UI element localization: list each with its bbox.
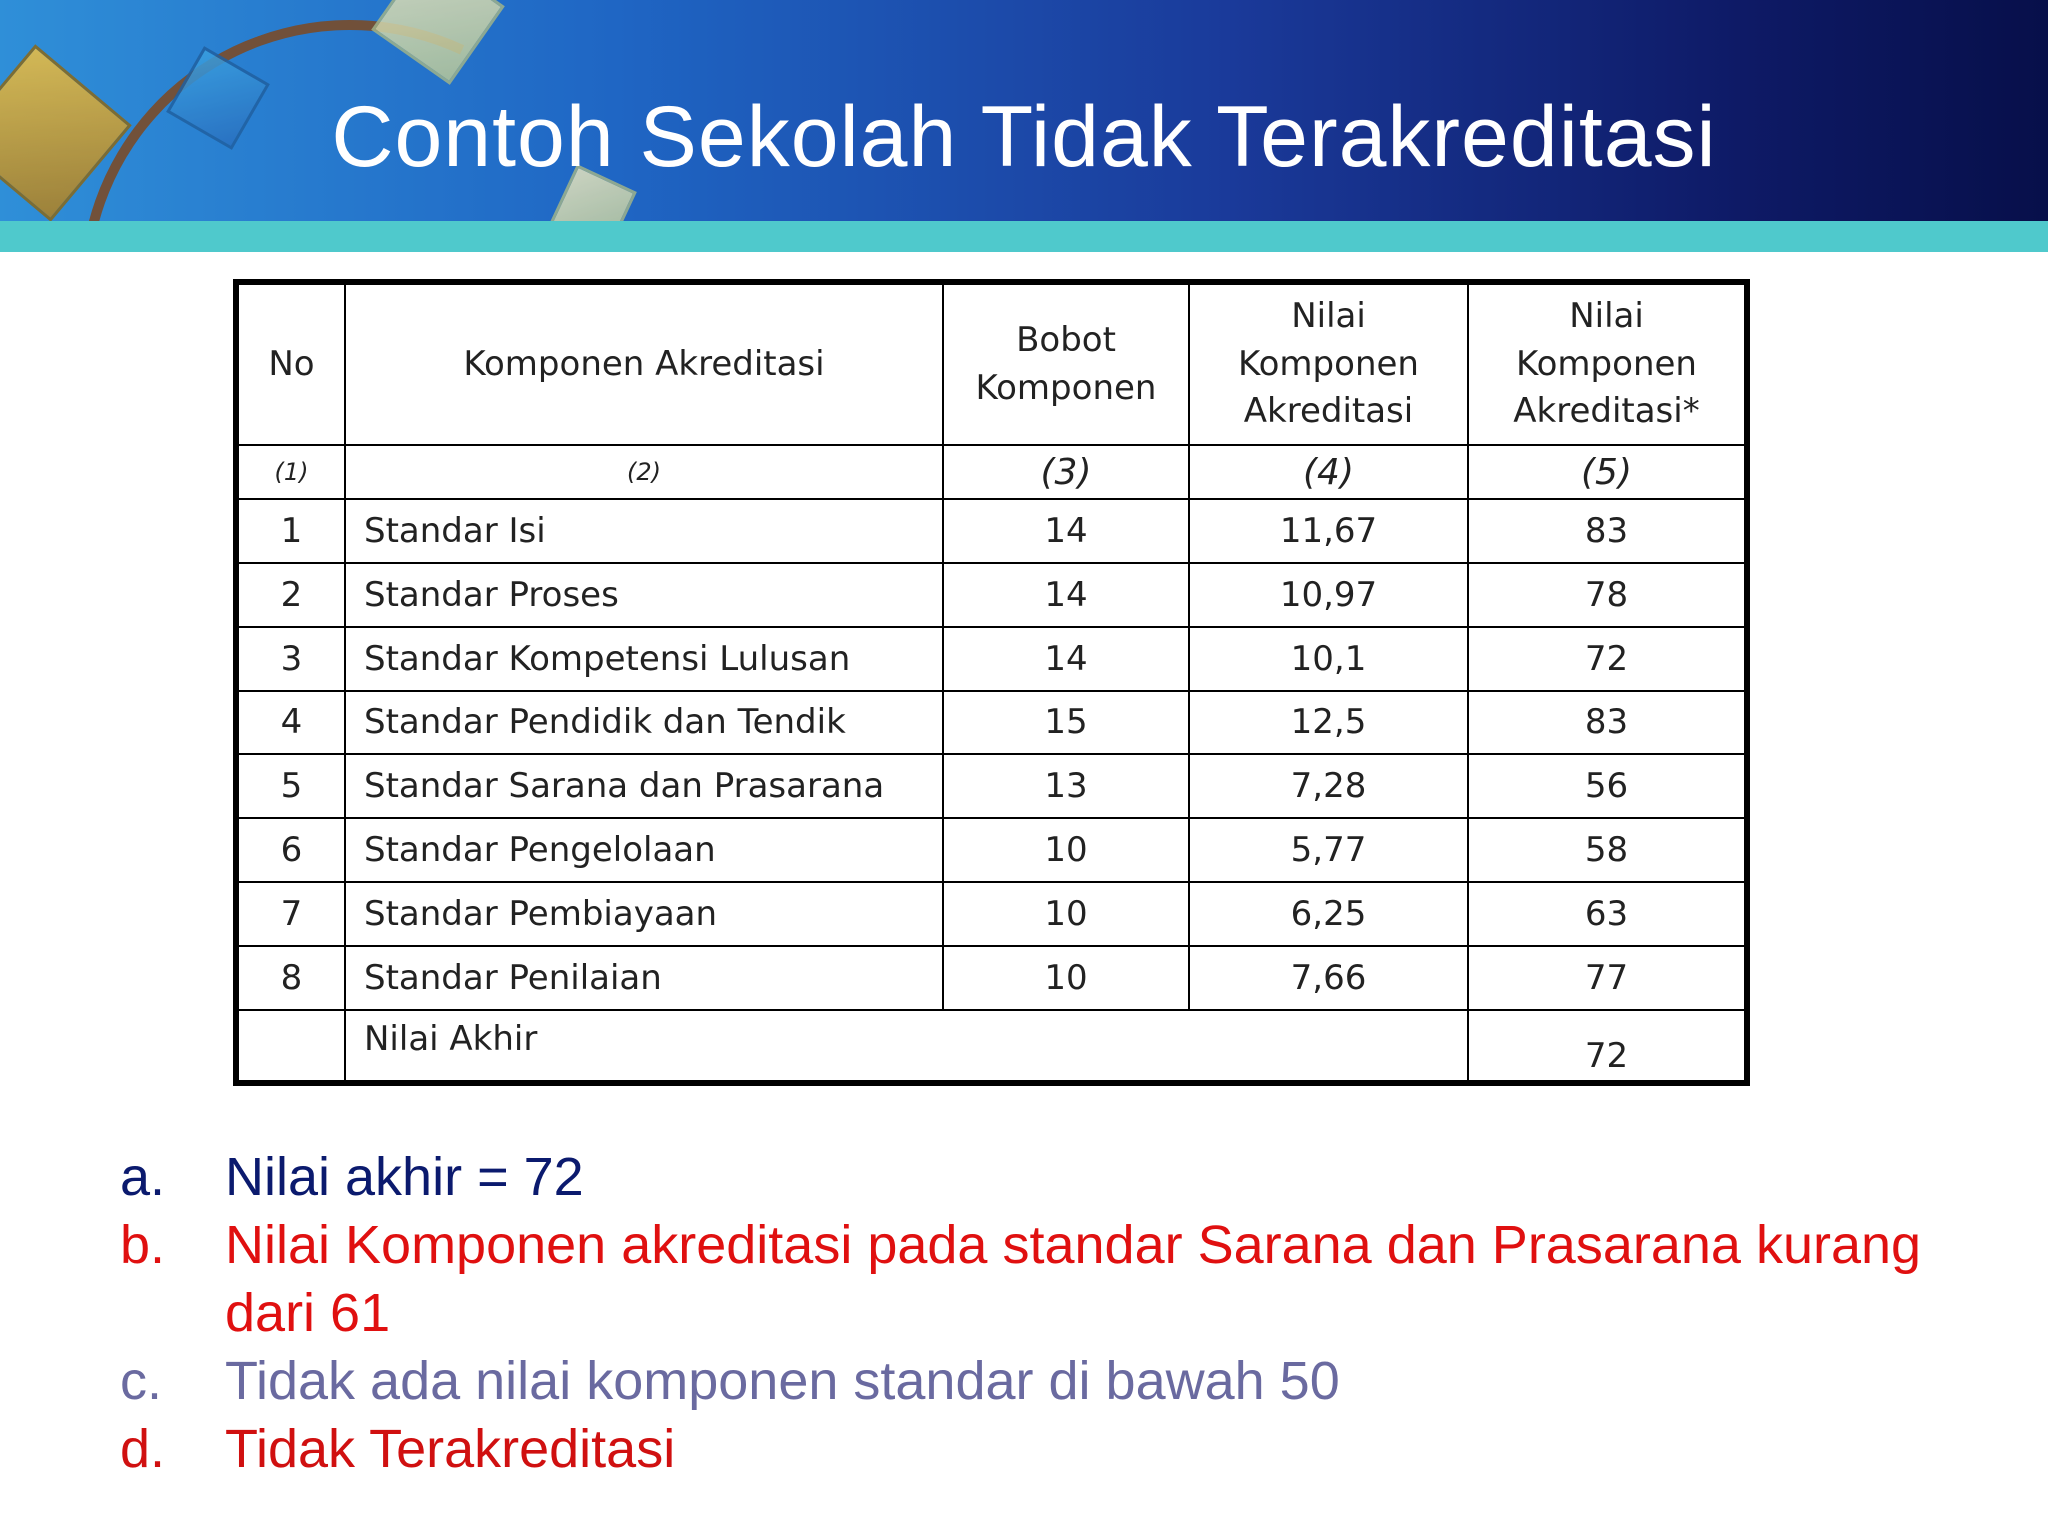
cell-bobot: 14 (943, 499, 1189, 563)
cell-nilai: 11,67 (1189, 499, 1468, 563)
conclusion-list (120, 1143, 2000, 1483)
table-row (239, 499, 1744, 563)
cell-no: 3 (239, 627, 345, 691)
cell-komponen: Standar Penilaian (345, 946, 943, 1010)
table-row (239, 882, 1744, 946)
column-number: (2) (345, 445, 943, 499)
cell-nilai-akreditasi: 56 (1468, 754, 1744, 818)
cell-no: 8 (239, 946, 345, 1010)
cell-no: 4 (239, 691, 345, 755)
cell-nilai: 10,1 (1189, 627, 1468, 691)
table-header-row (239, 285, 1744, 445)
list-item-text: Tidak ada nilai komponen standar di bawah 50 (225, 1351, 1340, 1411)
accreditation-table (239, 285, 1744, 1080)
accreditation-table-frame (233, 279, 1750, 1086)
cell-bobot: 15 (943, 691, 1189, 755)
cell-nilai: 7,66 (1189, 946, 1468, 1010)
cell-no: 5 (239, 754, 345, 818)
header-bobot-line: Komponen (975, 367, 1157, 408)
cell-bobot: 10 (943, 882, 1189, 946)
cell-bobot: 14 (943, 627, 1189, 691)
table-row (239, 627, 1744, 691)
final-score-value: 72 (1468, 1010, 1744, 1080)
header-bobot-line: Bobot (1016, 319, 1116, 360)
header-no: No (239, 285, 345, 445)
cell-bobot: 14 (943, 563, 1189, 627)
cell-komponen: Standar Proses (345, 563, 943, 627)
cell-bobot: 13 (943, 754, 1189, 818)
header-nilai-akreditasi-line: Akreditasi* (1513, 391, 1700, 432)
header-nilai (1189, 285, 1468, 445)
list-item-text: Nilai akhir = 72 (225, 1147, 584, 1207)
cell-nilai: 12,5 (1189, 691, 1468, 755)
cell-komponen: Standar Pembiayaan (345, 882, 943, 946)
table-row (239, 818, 1744, 882)
cell-nilai-akreditasi: 72 (1468, 627, 1744, 691)
cell-komponen: Standar Kompetensi Lulusan (345, 627, 943, 691)
list-item-text: Nilai Komponen akreditasi pada standar Sarana dan Prasarana kurang dari 61 (225, 1215, 1922, 1343)
slide-header (0, 0, 2048, 221)
column-number: (1) (239, 445, 345, 499)
cell-nilai-akreditasi: 78 (1468, 563, 1744, 627)
header-nilai-line: Akreditasi (1243, 391, 1414, 432)
final-score-label: Nilai Akhir (345, 1010, 1468, 1080)
cell-no: 1 (239, 499, 345, 563)
conclusion-item-c (120, 1347, 2000, 1415)
header-nilai-akreditasi (1468, 285, 1744, 445)
list-item-text: Tidak Terakreditasi (225, 1419, 676, 1479)
conclusion-item-d (120, 1415, 2000, 1483)
column-number: (4) (1189, 445, 1468, 499)
conclusion-item-b (120, 1211, 2000, 1347)
table-row (239, 691, 1744, 755)
conclusion-item-a (120, 1143, 2000, 1211)
list-marker: b. (120, 1215, 166, 1275)
header-nilai-akreditasi-line: Nilai (1569, 296, 1644, 337)
header-nilai-line: Nilai (1291, 296, 1366, 337)
table-row (239, 754, 1744, 818)
list-marker: a. (120, 1147, 166, 1207)
header-band (0, 221, 2048, 252)
cell-no-empty (239, 1010, 345, 1080)
cell-komponen: Standar Isi (345, 499, 943, 563)
cell-bobot: 10 (943, 946, 1189, 1010)
cell-no: 6 (239, 818, 345, 882)
column-number: (5) (1468, 445, 1744, 499)
header-komponen: Komponen Akreditasi (345, 285, 943, 445)
cell-no: 7 (239, 882, 345, 946)
header-nilai-akreditasi-line: Komponen (1516, 343, 1697, 384)
table-row (239, 563, 1744, 627)
cell-nilai: 10,97 (1189, 563, 1468, 627)
cell-nilai: 6,25 (1189, 882, 1468, 946)
cell-nilai-akreditasi: 77 (1468, 946, 1744, 1010)
slide-title: Contoh Sekolah Tidak Terakreditasi (331, 89, 1717, 185)
cell-no: 2 (239, 563, 345, 627)
table-row (239, 946, 1744, 1010)
final-score-row (239, 1010, 1744, 1080)
header-bobot (943, 285, 1189, 445)
cell-komponen: Standar Pengelolaan (345, 818, 943, 882)
cell-nilai-akreditasi: 58 (1468, 818, 1744, 882)
cell-nilai: 5,77 (1189, 818, 1468, 882)
cell-bobot: 10 (943, 818, 1189, 882)
column-number: (3) (943, 445, 1189, 499)
list-marker: c. (120, 1351, 163, 1411)
cell-nilai-akreditasi: 63 (1468, 882, 1744, 946)
header-nilai-line: Komponen (1238, 343, 1419, 384)
cell-komponen: Standar Sarana dan Prasarana (345, 754, 943, 818)
cell-komponen: Standar Pendidik dan Tendik (345, 691, 943, 755)
list-marker: d. (120, 1419, 166, 1479)
cell-nilai: 7,28 (1189, 754, 1468, 818)
cell-nilai-akreditasi: 83 (1468, 691, 1744, 755)
column-number-row (239, 445, 1744, 499)
cell-nilai-akreditasi: 83 (1468, 499, 1744, 563)
